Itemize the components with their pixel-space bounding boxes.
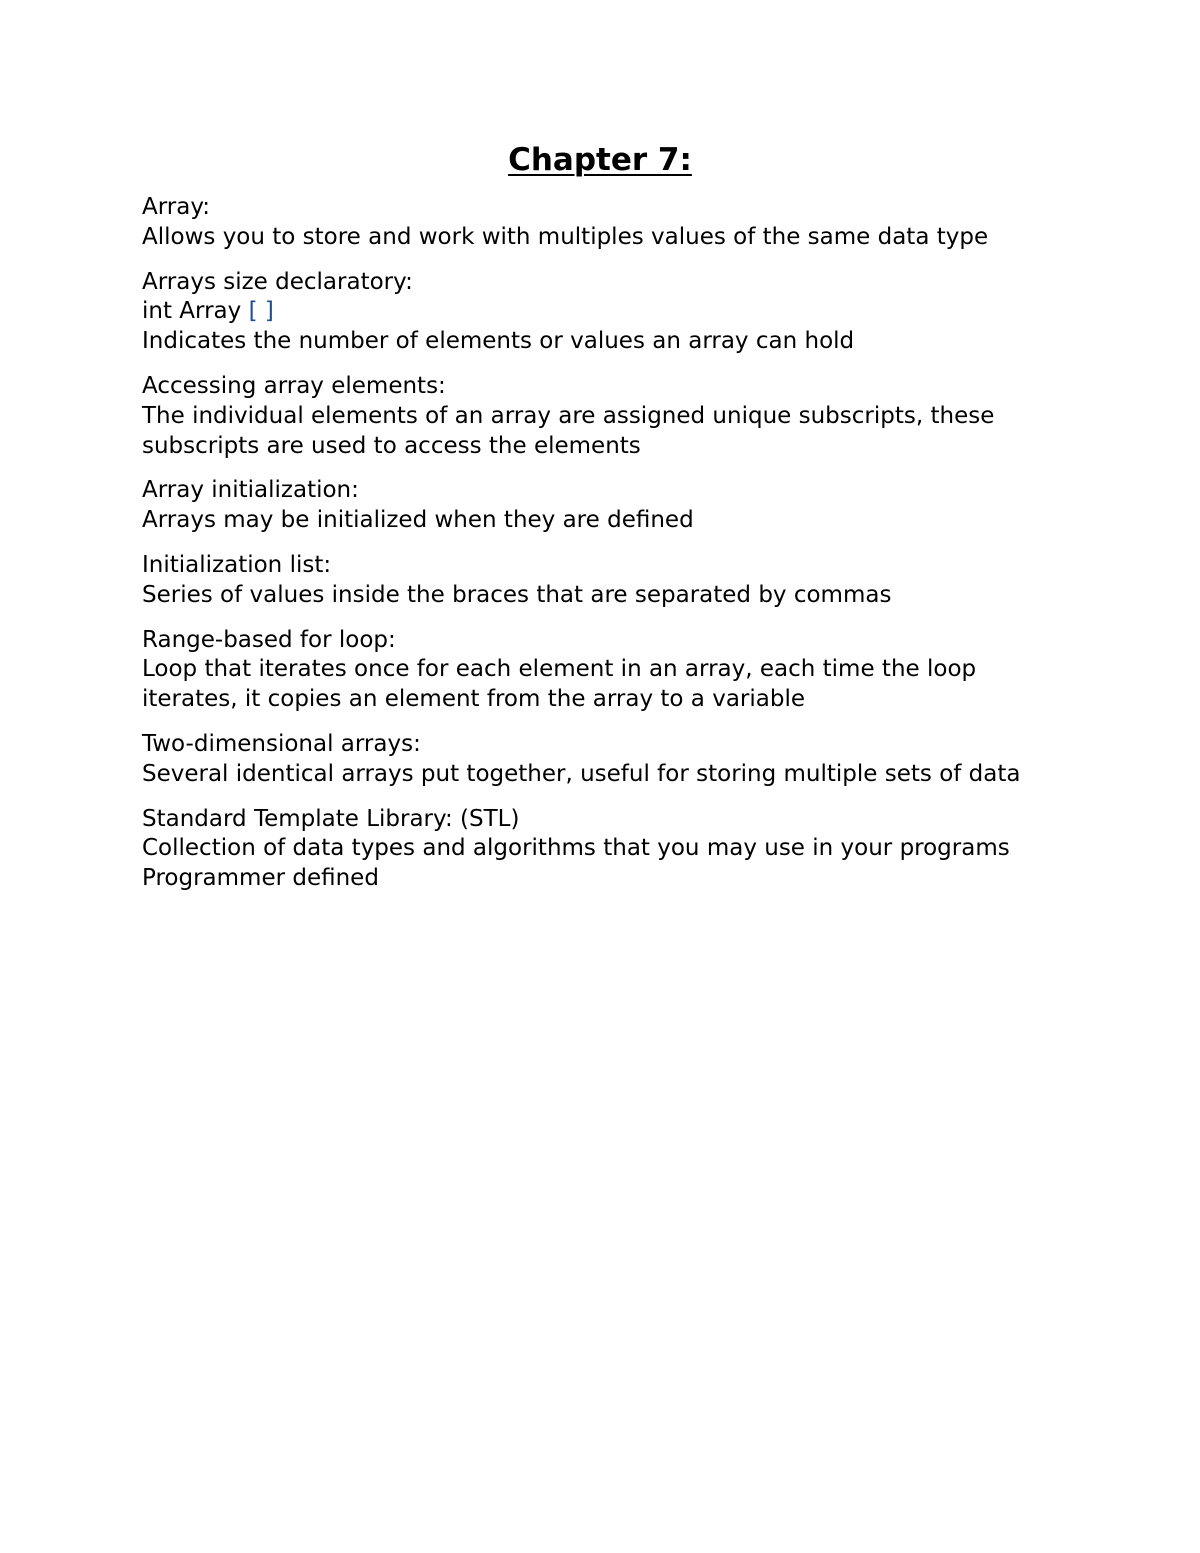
section-heading: Arrays size declaratory: <box>142 268 413 295</box>
section-heading: Array initialization: <box>142 477 359 504</box>
section-heading: Array: <box>142 194 211 220</box>
section-text: Programmer defined <box>142 865 379 892</box>
section-arrays-size-declaratory <box>142 268 1152 357</box>
code-prefix: int Array <box>142 298 249 325</box>
section-two-dimensional-arrays <box>142 730 1152 790</box>
section-text: Collection of data types and algorithms that you may use in your programs <box>142 835 1010 862</box>
section-text: Indicates the number of elements or values an array can hold <box>142 328 855 355</box>
section-accessing-array-elements <box>142 372 1152 461</box>
section-standard-template-library <box>142 805 1152 894</box>
section-heading: Accessing array elements: <box>142 372 446 399</box>
section-text: subscripts are used to access the elements <box>142 432 641 459</box>
section-heading: Initialization list: <box>142 551 332 578</box>
section-text: Loop that iterates once for each element in an array, each time the loop <box>142 656 977 683</box>
section-heading: Standard Template Library: (STL) <box>142 805 520 832</box>
section-text: Several identical arrays put together, useful for storing multiple sets of data <box>142 760 1021 787</box>
code-bracket: [ ] <box>248 298 274 325</box>
section-heading: Range-based for loop: <box>142 626 396 653</box>
section-array <box>142 193 1152 253</box>
section-text: The individual elements of an array are assigned unique subscripts, these <box>142 402 995 429</box>
section-initialization-list <box>142 551 1152 611</box>
section-range-based-for-loop <box>142 626 1152 715</box>
section-text: Arrays may be initialized when they are defined <box>142 507 694 534</box>
page-title: Chapter 7: <box>508 142 692 178</box>
section-text: Allows you to store and work with multiples values of the same data type <box>142 223 989 250</box>
section-text: iterates, it copies an element from the array to a variable <box>142 686 805 713</box>
code-example <box>142 297 1152 327</box>
section-text: Series of values inside the braces that are separated by commas <box>142 581 892 608</box>
section-array-initialization <box>142 476 1152 536</box>
document-body <box>142 193 1152 909</box>
section-heading: Two-dimensional arrays: <box>142 730 421 757</box>
